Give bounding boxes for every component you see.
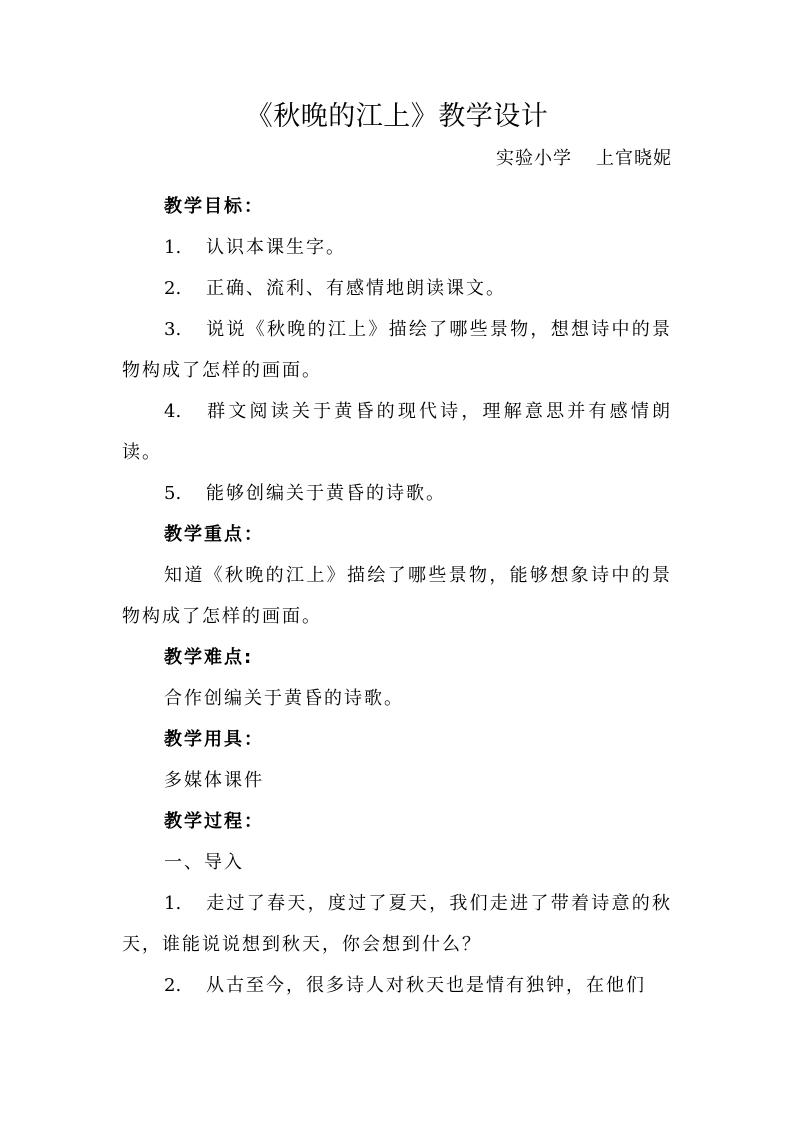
item-number: 3. xyxy=(164,319,182,340)
author-name: 上官晓妮 xyxy=(596,148,672,169)
key-heading: 教学重点： xyxy=(164,524,264,545)
item-text: 群文阅读关于黄昏的现代诗，理解意思并有感情朗读。 xyxy=(122,401,672,463)
item-text: 从古至今，很多诗人对秋天也是情有独钟，在他们 xyxy=(206,975,646,996)
objective-item xyxy=(122,391,672,473)
objective-item xyxy=(122,227,672,268)
author-school: 实验小学 xyxy=(496,148,572,169)
objectives-heading: 教学目标： xyxy=(164,196,264,217)
item-text: 说说《秋晚的江上》描绘了哪些景物，想想诗中的景物构成了怎样的画面。 xyxy=(122,319,672,381)
item-number: 1. xyxy=(164,893,182,914)
author-line xyxy=(496,146,672,172)
objective-item xyxy=(122,268,672,309)
item-text: 能够创编关于黄昏的诗歌。 xyxy=(206,483,446,504)
process-heading: 教学过程： xyxy=(164,811,264,832)
difficulty-text: 合作创编关于黄昏的诗歌。 xyxy=(164,688,404,709)
document-body xyxy=(122,186,672,1006)
item-number: 1. xyxy=(164,237,182,258)
difficulty-heading: 教学难点: xyxy=(164,647,254,668)
item-number: 2. xyxy=(164,975,182,996)
key-text: 知道《秋晚的江上》描绘了哪些景物，能够想象诗中的景物构成了怎样的画面。 xyxy=(122,565,672,627)
item-number: 4. xyxy=(164,401,182,422)
item-text: 认识本课生字。 xyxy=(206,237,346,258)
tools-heading: 教学用具： xyxy=(164,729,264,750)
process-item xyxy=(122,883,672,965)
objective-item xyxy=(122,309,672,391)
item-number: 5. xyxy=(164,483,182,504)
tools-text: 多媒体课件 xyxy=(164,770,264,791)
process-item xyxy=(122,965,672,1006)
item-text: 走过了春天，度过了夏天，我们走进了带着诗意的秋天，谁能说说想到秋天，你会想到什么？ xyxy=(122,893,672,955)
document-title: 《秋晚的江上》教学设计 xyxy=(245,101,549,132)
process-subheading: 一、导入 xyxy=(164,852,244,873)
item-text: 正确、流利、有感情地朗读课文。 xyxy=(206,278,506,299)
objective-item xyxy=(122,473,672,514)
item-number: 2. xyxy=(164,278,182,299)
